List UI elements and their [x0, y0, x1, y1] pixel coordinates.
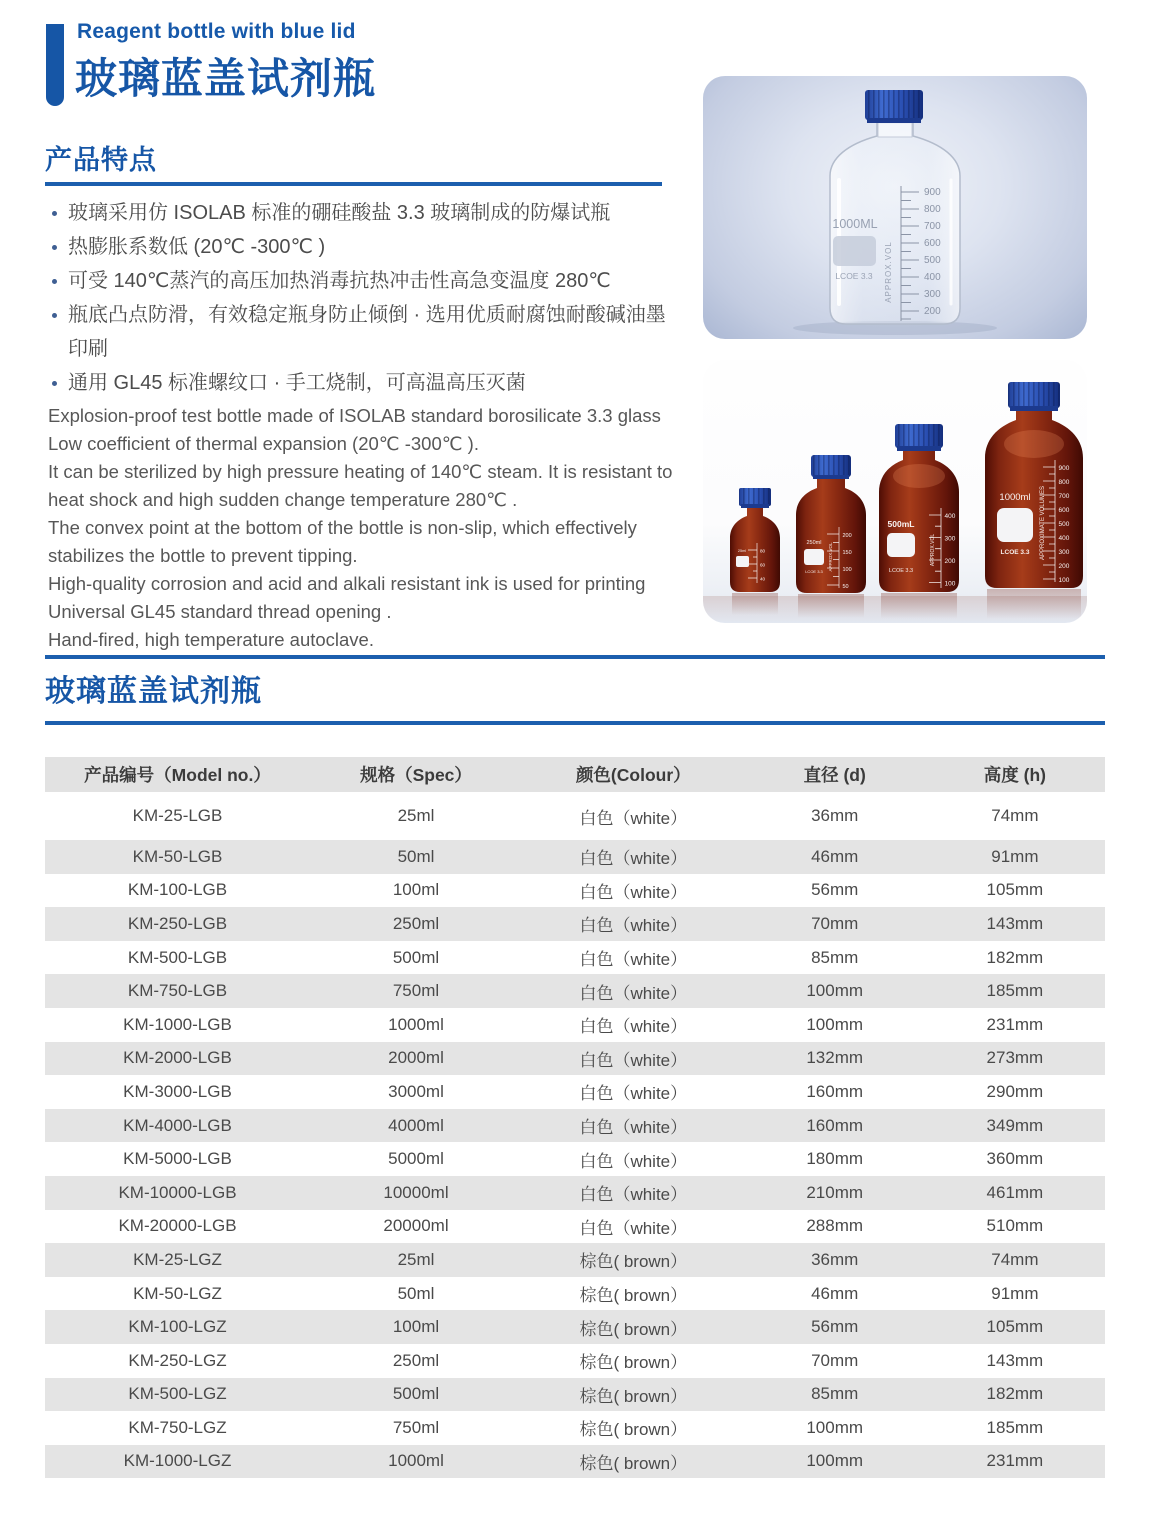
- table-cell: 3000ml: [388, 1081, 444, 1101]
- table-cell: 185mm: [986, 1417, 1044, 1437]
- label-patch: [804, 549, 824, 565]
- cap-ribs: [811, 455, 851, 477]
- table-cell: KM-250-LGB: [127, 913, 228, 933]
- description-line: It can be sterilized by high pressure heating of 140℃ steam. It is resistant to: [48, 461, 673, 482]
- table-row: [45, 1445, 1105, 1479]
- table-cell: 棕色( brown）: [579, 1319, 688, 1339]
- scale-label: 500: [924, 255, 941, 266]
- table-row: [45, 1176, 1105, 1210]
- volume-marking: 500mL: [887, 519, 915, 529]
- table-cell: 70mm: [811, 913, 859, 933]
- bullet-text: 玻璃采用仿 ISOLAB 标准的硼硅酸盐 3.3 玻璃制成的防爆试瓶: [68, 202, 611, 224]
- bottle-reflection: [987, 589, 1081, 619]
- table-cell: 白色（white）: [579, 1017, 688, 1037]
- table-cell: KM-100-LGB: [127, 880, 228, 900]
- scale-label: 300: [944, 535, 956, 543]
- clear-bottle: [830, 90, 960, 324]
- table-row: [45, 1243, 1105, 1277]
- table-cell: 74mm: [991, 806, 1039, 825]
- description-block: [48, 402, 708, 654]
- scale-label: 200: [924, 306, 941, 317]
- table-cell: 20000ml: [383, 1216, 449, 1236]
- table-cell: 10000ml: [383, 1182, 449, 1202]
- table-row: [45, 1411, 1105, 1445]
- column-header-model: 产品编号（Model no.）: [84, 765, 271, 785]
- table-cell: 182mm: [986, 1384, 1044, 1404]
- scale-label: 100: [842, 567, 852, 573]
- cap-ribs: [739, 488, 771, 506]
- table-cell: 46mm: [811, 846, 859, 866]
- table-cell: 2000ml: [388, 1048, 444, 1068]
- table-cell: 510mm: [986, 1216, 1044, 1236]
- section-divider-bottom: [45, 721, 1105, 725]
- cap-skirt: [1010, 406, 1058, 411]
- column-header-spec: 规格（Spec）: [360, 765, 472, 785]
- section-divider-top: [45, 655, 1105, 659]
- table-cell: 100mm: [806, 1451, 864, 1471]
- scale-label: 80: [760, 548, 766, 554]
- table-cell: 白色（white）: [579, 808, 688, 828]
- table-row: [45, 1277, 1105, 1311]
- table-cell: 白色（white）: [579, 1151, 688, 1171]
- table-cell: 290mm: [986, 1081, 1044, 1101]
- volume-marking: 25ml: [737, 549, 747, 553]
- table-cell: 231mm: [986, 1014, 1044, 1034]
- scale-label: 700: [1058, 493, 1070, 500]
- table-cell: KM-500-LGZ: [128, 1384, 227, 1404]
- table-cell: 91mm: [991, 846, 1039, 866]
- table-cell: 360mm: [986, 1149, 1044, 1169]
- description-line: Universal GL45 standard thread opening .: [48, 601, 392, 622]
- table-cell: 36mm: [811, 1249, 859, 1269]
- graduation-labels: [760, 549, 766, 582]
- table-cell: 100mm: [806, 1014, 864, 1034]
- table-cell: 白色（white）: [579, 1185, 688, 1205]
- table-cell: 91mm: [991, 1283, 1039, 1303]
- table-cell: 70mm: [811, 1350, 859, 1370]
- table-cell: 棕色( brown）: [579, 1386, 688, 1406]
- bullet-text: 热膨胀系数低 (20℃ -300℃ ): [68, 236, 326, 258]
- table-cell: 4000ml: [388, 1115, 444, 1135]
- table-cell: 273mm: [986, 1048, 1044, 1068]
- description-line: stabilizes the bottle to prevent tipping.: [48, 545, 358, 566]
- scale-label: 100: [1058, 577, 1070, 584]
- table-cell: 210mm: [806, 1182, 864, 1202]
- shoulder-highlight: [893, 464, 945, 488]
- clear-bottle-illustration: [703, 76, 1087, 339]
- table-row: [45, 1310, 1105, 1344]
- table-cell: 461mm: [986, 1182, 1044, 1202]
- table-cell: KM-1000-LGZ: [123, 1451, 232, 1471]
- bullet-dot: [52, 245, 57, 250]
- table-cell: 白色（white）: [579, 1218, 688, 1238]
- table-cell: KM-1000-LGB: [123, 1014, 232, 1034]
- table-cell: 143mm: [986, 1350, 1044, 1370]
- table-cell: KM-750-LGZ: [128, 1417, 227, 1437]
- table-cell: 25ml: [397, 806, 435, 825]
- table-cell: 50ml: [397, 1283, 435, 1303]
- bottle-reflection: [732, 593, 778, 615]
- table-cell: 白色（white）: [579, 882, 688, 902]
- table-cell: KM-25-LGZ: [133, 1249, 222, 1269]
- table-cell: 50ml: [397, 846, 435, 866]
- scale-label: 900: [924, 187, 941, 198]
- scale-label: 300: [924, 289, 941, 300]
- feature-bullet: [48, 366, 666, 400]
- table-cell: 182mm: [986, 947, 1044, 967]
- amber-bottle-25ml: [730, 488, 780, 615]
- label-patch: [887, 533, 915, 557]
- table-row: [45, 974, 1105, 1008]
- page-subtitle-en: Reagent bottle with blue lid: [77, 20, 356, 43]
- approx-vol-marking: APPROX.VOL: [828, 542, 833, 572]
- scale-label: 300: [1058, 549, 1070, 556]
- column-header-diameter: 直径 (d): [803, 765, 866, 785]
- table-row: [45, 1075, 1105, 1109]
- table-cell: 棕色( brown）: [579, 1252, 688, 1272]
- table-row: [45, 1344, 1105, 1378]
- description-line: heat shock and high sudden change temperature 280℃ .: [48, 489, 518, 510]
- scale-label: 400: [1058, 535, 1070, 542]
- scale-label: 800: [1058, 479, 1070, 486]
- table-cell: 56mm: [811, 1317, 859, 1337]
- cap-ribs: [1008, 382, 1060, 408]
- bottle-body: [796, 479, 866, 593]
- glass-code-marking: LCOE 3.3: [805, 569, 823, 574]
- table-row: [45, 840, 1105, 874]
- table-cell: KM-50-LGZ: [133, 1283, 222, 1303]
- table-cell: 160mm: [806, 1115, 864, 1135]
- bullet-text: 通用 GL45 标准螺纹口 · 手工烧制，可高温高压灭菌: [68, 372, 526, 394]
- bullet-text: 可受 140℃蒸汽的高压加热消毒抗热冲击性高急变温度 280℃: [68, 270, 611, 292]
- amber-bottle-500ml: [879, 424, 959, 619]
- table-cell: KM-750-LGB: [127, 981, 228, 1001]
- scale-label: 150: [842, 550, 852, 556]
- table-cell: 160mm: [806, 1081, 864, 1101]
- feature-bullet: [48, 196, 666, 230]
- table-cell: 231mm: [986, 1451, 1044, 1471]
- volume-marking: 1000ML: [832, 217, 878, 231]
- table-cell: 46mm: [811, 1283, 859, 1303]
- bullet-dot: [52, 313, 57, 318]
- cap-ribs: [865, 90, 923, 120]
- scale-label: 800: [924, 204, 941, 215]
- table-cell: 74mm: [991, 1249, 1039, 1269]
- table-cell: 棕色( brown）: [579, 1353, 688, 1373]
- table-cell: 100ml: [392, 880, 440, 900]
- feature-bullet: [48, 298, 666, 366]
- table-cell: 白色（white）: [579, 1084, 688, 1104]
- table-row: [45, 1042, 1105, 1076]
- glass-code-marking: LCOE 3.3: [1000, 549, 1030, 556]
- graduation-labels: [1059, 465, 1070, 584]
- amber-bottles-illustration: [703, 360, 1087, 623]
- scale-label: 400: [944, 513, 956, 520]
- table-row: [45, 1109, 1105, 1143]
- table-row: [45, 941, 1105, 975]
- spec-table: [45, 757, 1105, 1478]
- cap-ribs: [895, 424, 943, 448]
- table-cell: KM-4000-LGB: [123, 1115, 232, 1135]
- description-line: Explosion-proof test bottle made of ISOLAB standard borosilicate 3.3 glass: [48, 405, 661, 426]
- table-cell: 白色（white）: [579, 950, 688, 970]
- bullet-dot: [52, 211, 57, 216]
- table-header-row: [45, 757, 1105, 792]
- column-header-height: 高度 (h): [983, 765, 1046, 785]
- glass-code-marking: LCOE 3.3: [835, 271, 873, 281]
- table-cell: 棕色( brown）: [579, 1420, 688, 1440]
- table-cell: KM-500-LGB: [127, 947, 228, 967]
- table-cell: 500ml: [392, 1384, 440, 1404]
- accent-bar: [46, 24, 64, 106]
- table-cell: 105mm: [986, 880, 1044, 900]
- description-line: Low coefficient of thermal expansion (20℃ -300℃ ).: [48, 433, 479, 454]
- table-cell: KM-25-LGB: [132, 806, 223, 825]
- table-row: [45, 1378, 1105, 1412]
- table-cell: 750ml: [392, 981, 440, 1001]
- scale-label: 50: [842, 584, 849, 590]
- bottle-reflection: [798, 594, 864, 618]
- table-row: [45, 1210, 1105, 1244]
- table-cell: 288mm: [806, 1216, 864, 1236]
- cap-skirt: [741, 504, 769, 508]
- volume-marking: 250ml: [806, 540, 822, 546]
- volume-marking: 1000ml: [999, 492, 1031, 503]
- table-cell: 56mm: [811, 880, 859, 900]
- scale-label: 200: [944, 558, 956, 565]
- table-cell: KM-2000-LGB: [123, 1048, 232, 1068]
- scale-label: 900: [1058, 465, 1070, 472]
- table-cell: 250ml: [392, 1350, 440, 1370]
- table-cell: KM-5000-LGB: [123, 1149, 232, 1169]
- approx-vol-marking: APPROX.VOL: [930, 533, 936, 567]
- scale-label: 100: [944, 580, 956, 588]
- table-cell: 85mm: [811, 1384, 859, 1404]
- table-cell: 105mm: [986, 1317, 1044, 1337]
- bullet-text: 瓶底凸点防滑，有效稳定瓶身防止倾倒 · 选用优质耐腐蚀耐酸碱油墨印刷: [68, 304, 666, 360]
- page-title: 玻璃蓝盖试剂瓶: [75, 55, 377, 102]
- scale-label: 60: [760, 562, 766, 568]
- table-cell: 180mm: [806, 1149, 864, 1169]
- table-cell: 500ml: [392, 947, 440, 967]
- table-cell: KM-3000-LGB: [123, 1081, 232, 1101]
- table-cell: 100ml: [392, 1317, 440, 1337]
- table-row: [45, 874, 1105, 908]
- glass-code-marking: LCOE 3.3: [888, 568, 914, 574]
- cap-skirt: [897, 446, 941, 451]
- table-cell: KM-250-LGZ: [128, 1350, 227, 1370]
- frosted-label-patch: [833, 236, 876, 266]
- table-row: [45, 1008, 1105, 1042]
- description-line: The convex point at the bottom of the bottle is non-slip, which effectively: [48, 517, 637, 538]
- table-cell: 1000ml: [388, 1451, 444, 1471]
- table-cell: 白色（white）: [579, 1118, 688, 1138]
- table-cell: 132mm: [806, 1048, 864, 1068]
- table-cell: 143mm: [986, 913, 1044, 933]
- scale-label: 200: [1058, 563, 1070, 570]
- scale-label: 400: [924, 272, 941, 283]
- description-line: High-quality corrosion and acid and alkali resistant ink is used for printing: [48, 573, 646, 594]
- table-row: [45, 792, 1105, 840]
- bullet-dot: [52, 279, 57, 284]
- table-cell: KM-10000-LGB: [118, 1182, 237, 1202]
- table-row: [45, 1142, 1105, 1176]
- amber-bottles-photo: [703, 360, 1087, 623]
- shoulder-highlight: [1004, 430, 1064, 458]
- column-header-colour: 颜色(Colour）: [575, 765, 691, 785]
- bottle-reflection: [881, 593, 957, 619]
- table-cell: 棕色( brown）: [579, 1453, 688, 1473]
- description-line: Hand-fired, high temperature autoclave.: [48, 629, 374, 650]
- table-body: [45, 792, 1105, 1478]
- amber-bottle-250ml: [796, 455, 866, 618]
- scale-label: 600: [924, 238, 941, 249]
- cap-skirt: [867, 118, 921, 123]
- scale-label: 200: [842, 533, 852, 539]
- clear-bottle-photo: [703, 76, 1087, 339]
- table-cell: 250ml: [392, 913, 440, 933]
- bullet-dot: [52, 381, 57, 386]
- table-cell: KM-50-LGB: [132, 846, 223, 866]
- features-divider: [45, 182, 662, 186]
- table-cell: 5000ml: [388, 1149, 444, 1169]
- table-cell: 白色（white）: [579, 849, 688, 869]
- catalog-section-title: 玻璃蓝盖试剂瓶: [45, 675, 262, 708]
- label-patch: [997, 508, 1033, 542]
- approx-vol-marking: APPROX.VOL: [884, 241, 893, 303]
- scale-label: 40: [760, 576, 766, 582]
- features-list: [48, 196, 666, 400]
- table-cell: 白色（white）: [579, 1050, 688, 1070]
- table-cell: KM-20000-LGB: [118, 1216, 237, 1236]
- table-cell: 85mm: [811, 947, 859, 967]
- label-patch: [736, 556, 749, 567]
- table-row: [45, 907, 1105, 941]
- table-cell: 25ml: [397, 1249, 435, 1269]
- table-cell: KM-100-LGZ: [128, 1317, 227, 1337]
- table-cell: 100mm: [806, 1417, 864, 1437]
- table-cell: 36mm: [811, 806, 859, 825]
- table-cell: 棕色( brown）: [579, 1286, 688, 1306]
- feature-bullet: [48, 264, 666, 298]
- scale-label: 600: [1058, 507, 1070, 514]
- table-cell: 白色（white）: [579, 916, 688, 936]
- table-cell: 349mm: [986, 1115, 1044, 1135]
- scale-label: 500: [1058, 521, 1070, 528]
- approx-vol-marking: APPROXIMATE VOLUMES: [1040, 486, 1046, 560]
- table-cell: 1000ml: [388, 1014, 444, 1034]
- scale-label: 700: [924, 221, 941, 232]
- features-heading: 产品特点: [45, 145, 157, 175]
- table-cell: 185mm: [986, 981, 1044, 1001]
- feature-bullet: [48, 230, 666, 264]
- cap-skirt: [813, 475, 849, 479]
- table-cell: 白色（white）: [579, 983, 688, 1003]
- table-cell: 750ml: [392, 1417, 440, 1437]
- amber-bottle-1000ml: [985, 382, 1083, 619]
- table-cell: 100mm: [806, 981, 864, 1001]
